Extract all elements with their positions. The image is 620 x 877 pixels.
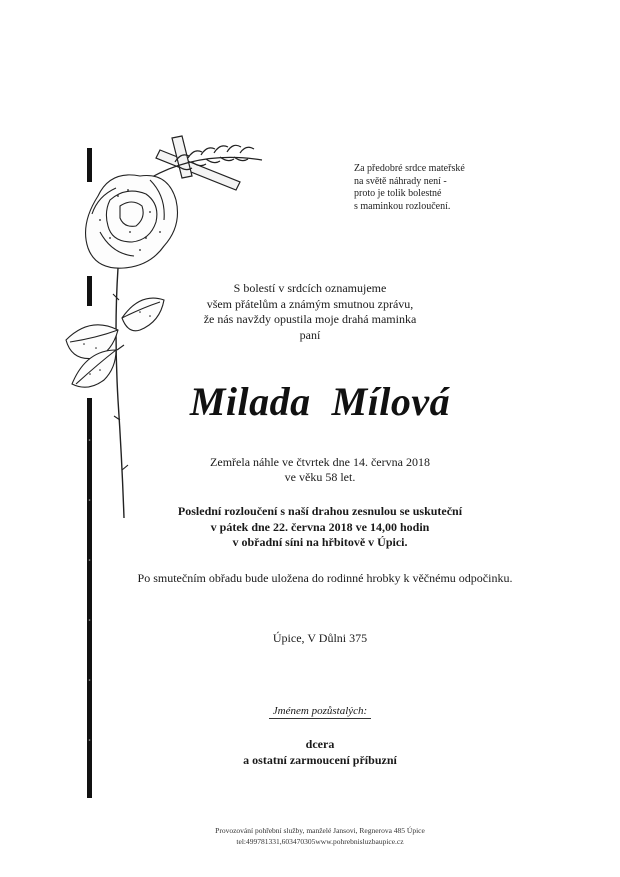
motto-line: na světě náhrady není - (354, 175, 447, 187)
announcement-intro (180, 281, 440, 343)
intro-line: že nás navždy opustila moje drahá maminka (203, 312, 417, 326)
cross-with-wheat-icon (150, 136, 262, 190)
address: Úpice, V Důlni 375 (272, 631, 368, 645)
farewell-line: Poslední rozloučení s naší drahou zesnulou se uskuteční (177, 504, 463, 518)
farewell-line: v obřadní síni na hřbitově v Úpici. (232, 535, 408, 549)
on-behalf-label (220, 704, 420, 718)
footer-line: Provozování pohřební služby, manželé Jansovi, Regnerova 485 Úpice (215, 826, 425, 835)
funeral-service-footer (180, 826, 460, 847)
burial-info: Po smutečním obřadu bude uložena do rodinné hrobky k věčnému odpočinku. (137, 571, 513, 585)
motto-line: s maminkou rozloučení. (354, 200, 451, 212)
mourner-line: dcera (305, 737, 335, 751)
intro-line: paní (299, 327, 321, 342)
footer-line: tel:499781331,603470305www.pohrebnisluzbaupice.cz (236, 836, 404, 846)
intro-line: S bolestí v srdcích oznamujeme (233, 281, 387, 295)
death-line: Zemřela náhle ve čtvrtek dne 14. června 2018 (210, 455, 430, 469)
motto-line: Za předobré srdce mateřské (354, 163, 465, 174)
mourner-line: a ostatní zarmoucení příbuzní (243, 752, 397, 767)
motto-line: proto je tolik bolestné (354, 188, 442, 199)
on-behalf-text: Jménem pozůstalých: (269, 705, 371, 719)
motto-verse (354, 163, 504, 213)
intro-line: všem přátelům a známým smutnou zprávu, (206, 296, 414, 311)
rose-icon (66, 175, 178, 518)
death-info (170, 455, 470, 485)
death-line: ve věku 58 let. (284, 470, 356, 484)
farewell-line: v pátek dne 22. června 2018 ve 14,00 hodin (210, 519, 430, 534)
deceased-name: Milada Mílová (189, 379, 451, 424)
farewell-info (140, 504, 500, 551)
mourners (200, 737, 440, 768)
black-bar (87, 148, 92, 798)
